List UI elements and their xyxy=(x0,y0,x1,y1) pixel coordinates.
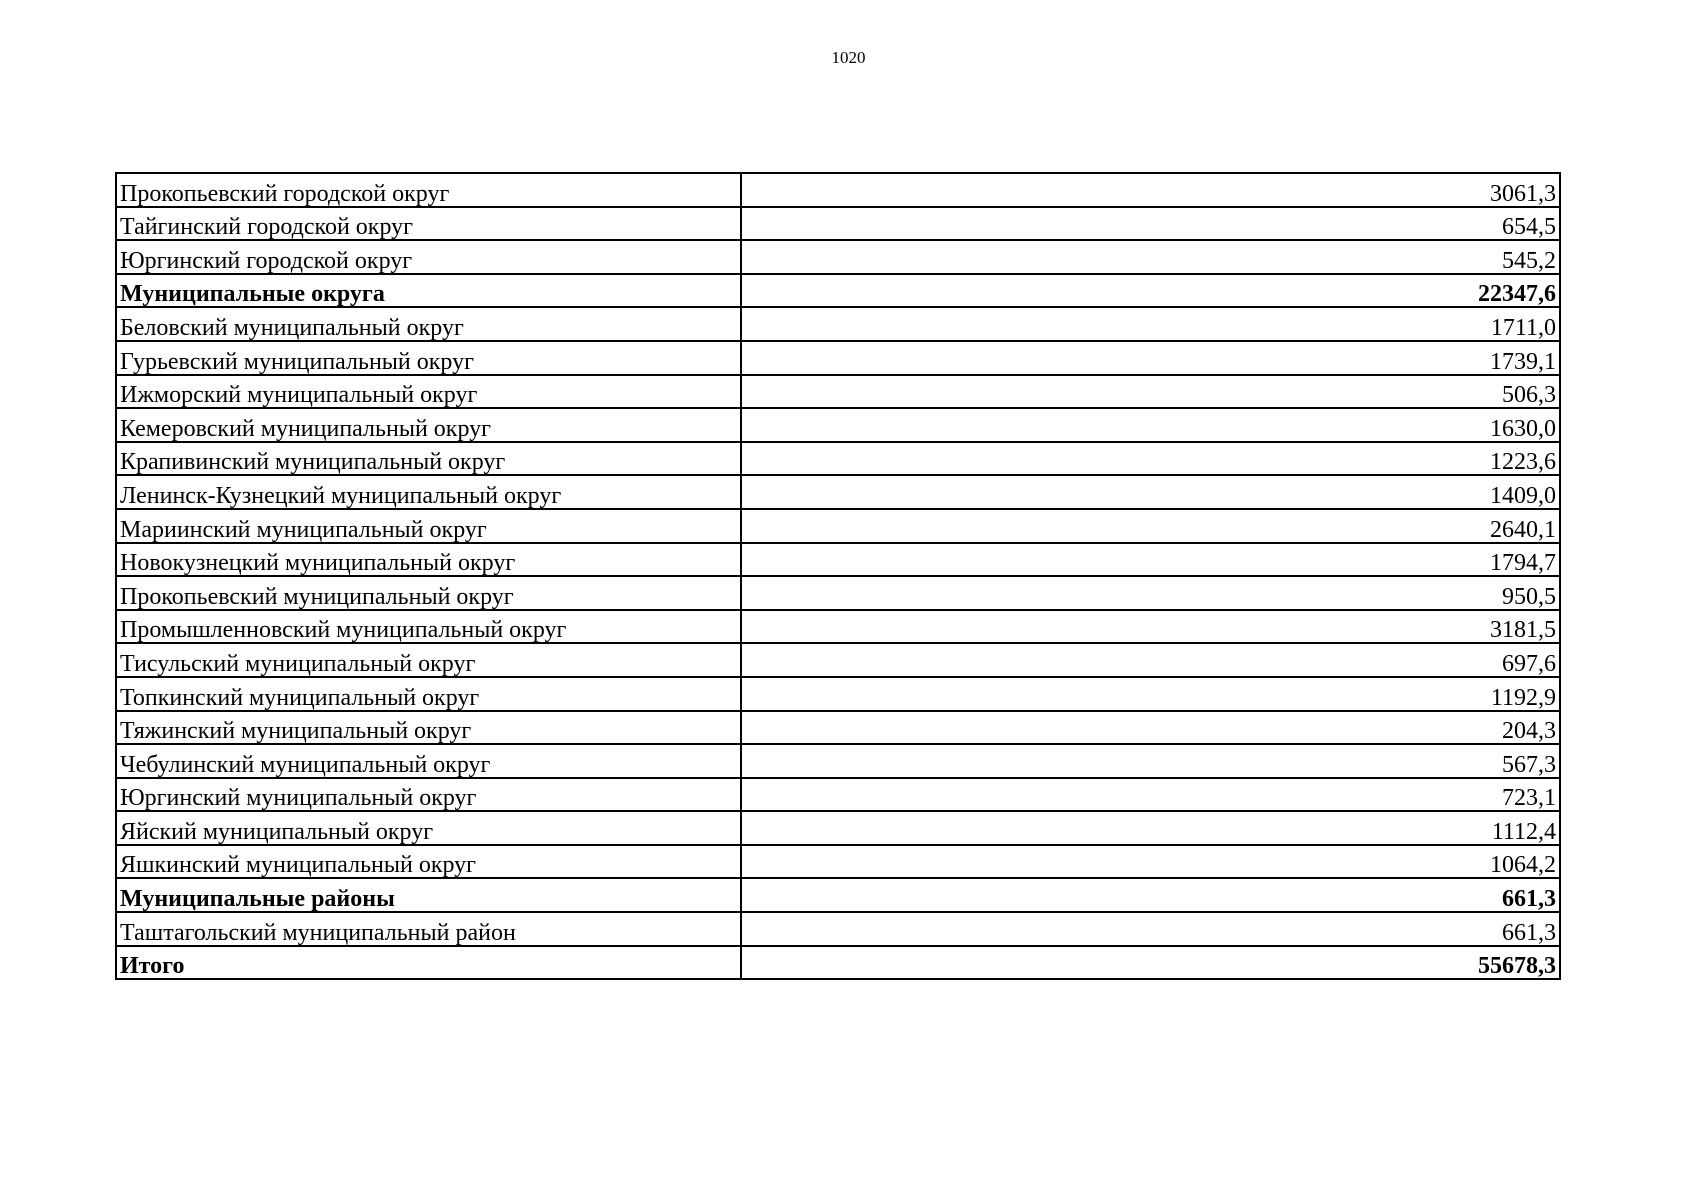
row-value-cell: 1409,0 xyxy=(741,475,1560,509)
row-value-cell: 950,5 xyxy=(741,576,1560,610)
row-value-cell: 661,3 xyxy=(741,878,1560,912)
table-row xyxy=(116,475,1560,509)
row-name-cell: Чебулинский муниципальный округ xyxy=(116,744,741,778)
row-name-cell: Ижморский муниципальный округ xyxy=(116,375,741,409)
table-row xyxy=(116,240,1560,274)
row-name-cell: Крапивинский муниципальный округ xyxy=(116,442,741,476)
table-row xyxy=(116,677,1560,711)
row-value-cell: 661,3 xyxy=(741,912,1560,946)
row-value-cell: 3181,5 xyxy=(741,610,1560,644)
row-name-cell: Муниципальные округа xyxy=(116,274,741,308)
table-row xyxy=(116,711,1560,745)
table-row xyxy=(116,845,1560,879)
row-value-cell: 1711,0 xyxy=(741,307,1560,341)
table-row xyxy=(116,576,1560,610)
table-row-total xyxy=(116,878,1560,912)
page-number: 1020 xyxy=(831,48,866,67)
table-row xyxy=(116,543,1560,577)
table-row xyxy=(116,610,1560,644)
table-row xyxy=(116,744,1560,778)
row-value-cell: 204,3 xyxy=(741,711,1560,745)
row-value-cell: 1192,9 xyxy=(741,677,1560,711)
row-name-cell: Итого xyxy=(116,946,741,980)
row-value-cell: 697,6 xyxy=(741,643,1560,677)
row-value-cell: 3061,3 xyxy=(741,173,1560,207)
table-row xyxy=(116,442,1560,476)
row-name-cell: Ленинск-Кузнецкий муниципальный округ xyxy=(116,475,741,509)
row-name-cell: Беловский муниципальный округ xyxy=(116,307,741,341)
row-name-cell: Прокопьевский муниципальный округ xyxy=(116,576,741,610)
table-row xyxy=(116,778,1560,812)
row-value-cell: 723,1 xyxy=(741,778,1560,812)
table-row xyxy=(116,173,1560,207)
row-value-cell: 1739,1 xyxy=(741,341,1560,375)
row-value-cell: 55678,3 xyxy=(741,946,1560,980)
row-name-cell: Кемеровский муниципальный округ xyxy=(116,408,741,442)
row-name-cell: Топкинский муниципальный округ xyxy=(116,677,741,711)
table-row-total xyxy=(116,274,1560,308)
row-name-cell: Яйский муниципальный округ xyxy=(116,811,741,845)
row-value-cell: 545,2 xyxy=(741,240,1560,274)
row-name-cell: Яшкинский муниципальный округ xyxy=(116,845,741,879)
row-value-cell: 1630,0 xyxy=(741,408,1560,442)
table-row xyxy=(116,408,1560,442)
row-value-cell: 654,5 xyxy=(741,207,1560,241)
row-name-cell: Муниципальные районы xyxy=(116,878,741,912)
row-name-cell: Новокузнецкий муниципальный округ xyxy=(116,543,741,577)
row-value-cell: 2640,1 xyxy=(741,509,1560,543)
row-name-cell: Тисульский муниципальный округ xyxy=(116,643,741,677)
row-name-cell: Юргинский муниципальный округ xyxy=(116,778,741,812)
row-value-cell: 22347,6 xyxy=(741,274,1560,308)
row-name-cell: Прокопьевский городской округ xyxy=(116,173,741,207)
row-value-cell: 1064,2 xyxy=(741,845,1560,879)
table-row xyxy=(116,341,1560,375)
table-row xyxy=(116,307,1560,341)
data-table xyxy=(115,172,1561,980)
row-value-cell: 1223,6 xyxy=(741,442,1560,476)
table-row xyxy=(116,643,1560,677)
table-row-total xyxy=(116,946,1560,980)
row-name-cell: Тайгинский городской округ xyxy=(116,207,741,241)
table-body xyxy=(116,173,1560,979)
row-value-cell: 567,3 xyxy=(741,744,1560,778)
table-row xyxy=(116,509,1560,543)
row-value-cell: 1794,7 xyxy=(741,543,1560,577)
row-value-cell: 506,3 xyxy=(741,375,1560,409)
table-row xyxy=(116,912,1560,946)
table-row xyxy=(116,207,1560,241)
row-value-cell: 1112,4 xyxy=(741,811,1560,845)
row-name-cell: Таштагольский муниципальный район xyxy=(116,912,741,946)
row-name-cell: Промышленновский муниципальный округ xyxy=(116,610,741,644)
row-name-cell: Тяжинский муниципальный округ xyxy=(116,711,741,745)
table-row xyxy=(116,375,1560,409)
table-row xyxy=(116,811,1560,845)
row-name-cell: Юргинский городской округ xyxy=(116,240,741,274)
row-name-cell: Гурьевский муниципальный округ xyxy=(116,341,741,375)
row-name-cell: Мариинский муниципальный округ xyxy=(116,509,741,543)
